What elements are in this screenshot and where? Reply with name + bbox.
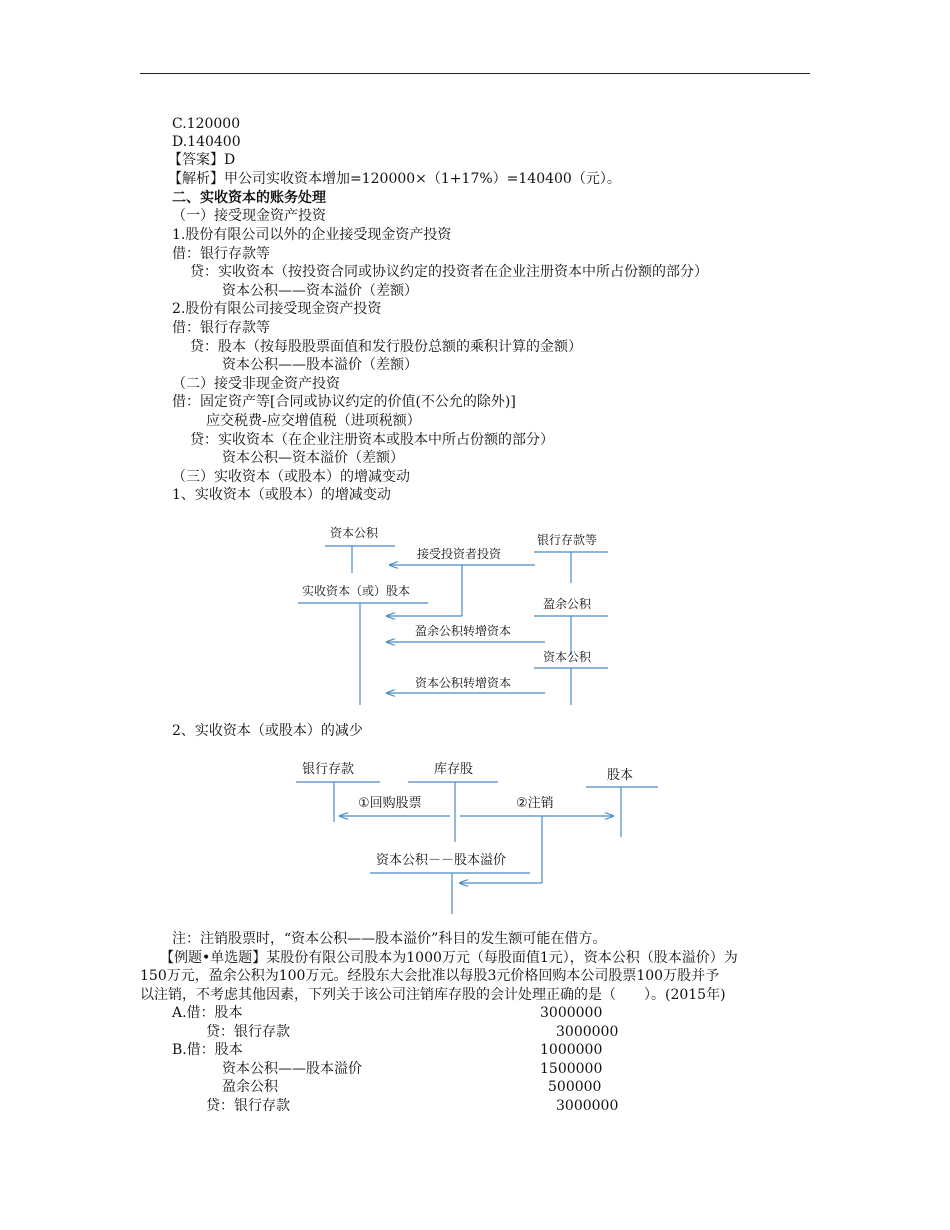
option-b-debit-amount: 1000000 <box>540 1042 603 1058</box>
p1-debit: 借：银行存款等 <box>172 246 270 262</box>
note: 注：注销股票时，“资本公积——股本溢价”科目的发生额可能在借方。 <box>172 931 607 947</box>
nc-debit-2: 应交税费-应交增值税（进项税额） <box>206 413 421 429</box>
arrow-label-3: 资本公积转增资本 <box>415 676 512 690</box>
answer: 【答案】D <box>168 152 236 168</box>
p1-credit-2: 资本公积——资本溢价（差额） <box>222 283 418 299</box>
step-label-2: ②注销 <box>516 796 554 811</box>
nc-debit: 借：固定资产等[合同或协议约定的价值(不公允的除外)] <box>172 394 516 410</box>
option-b-row-2-amount: 1500000 <box>540 1061 603 1077</box>
option-a-debit-amount: 3000000 <box>540 1005 603 1021</box>
p1-credit: 贷：实收资本（按投资合同或协议约定的投资者在企业注册资本中所占份额的部分） <box>190 264 708 280</box>
subsection-1: （一）接受现金资产投资 <box>172 208 326 224</box>
nc-credit: 贷：实收资本（在企业注册资本或股本中所占份额的部分） <box>190 432 554 448</box>
arrow-label-1: 接受投资者投资 <box>417 547 502 561</box>
label-surplus-reserve: 盈余公积 <box>543 597 592 611</box>
p2-debit: 借：银行存款等 <box>172 320 270 336</box>
label-premium: 资本公积－－股本溢价 <box>376 853 507 868</box>
label-capital-reserve: 资本公积 <box>330 526 379 540</box>
option-a-debit: A.借：股本 <box>172 1005 243 1021</box>
header-rule <box>140 73 810 74</box>
p2-credit: 贷：股本（按每股股票面值和发行股份总额的乘积计算的金额） <box>190 339 582 355</box>
example-line-1: 【例题•单选题】某股份有限公司股本为1000万元（每股面值1元），资本公积（股本溢价）为 <box>160 950 738 966</box>
label-bank-deposit: 银行存款等 <box>537 533 598 547</box>
caption-2: 2、实收资本（或股本）的减少 <box>172 723 363 739</box>
paragraph-1: 1.股份有限公司以外的企业接受现金资产投资 <box>172 227 452 243</box>
label-bank: 银行存款 <box>302 762 355 777</box>
option-a-credit: 贷：银行存款 <box>206 1024 290 1040</box>
caption-1: 1、实收资本（或股本）的增减变动 <box>172 487 391 503</box>
label-share-capital: 股本 <box>607 768 634 783</box>
p2-credit-2: 资本公积——股本溢价（差额） <box>222 357 418 373</box>
label-treasury: 库存股 <box>434 762 474 777</box>
arrow-label-2: 盈余公积转增资本 <box>415 624 512 638</box>
option-b-row-3-amount: 500000 <box>548 1079 602 1095</box>
increase-diagram <box>290 515 630 715</box>
option-c: C.120000 <box>172 116 241 132</box>
option-b-credit: 贷：银行存款 <box>206 1098 290 1114</box>
option-d: D.140400 <box>172 134 241 150</box>
option-b-debit: B.借：股本 <box>172 1042 243 1058</box>
subsection-3: （三）实收资本（或股本）的增减变动 <box>172 469 410 485</box>
analysis: 【解析】甲公司实收资本增加=120000×（1+17%）=140400（元）。 <box>168 171 621 187</box>
label-capital-reserve-2: 资本公积 <box>543 650 592 664</box>
example-line-3: 以注销，不考虑其他因素，下列关于该公司注销库存股的会计处理正确的是（ ）。(2015年) <box>140 987 726 1003</box>
option-a-credit-amount: 3000000 <box>556 1024 619 1040</box>
step-label-1: ①回购股票 <box>358 796 422 811</box>
option-b-row-3: 盈余公积 <box>222 1079 278 1095</box>
section-heading: 二、实收资本的账务处理 <box>172 190 326 206</box>
label-paid-in-capital: 实收资本（或）股本 <box>302 584 411 598</box>
example-line-2: 150万元，盈余公积为100万元。经股东大会批准以每股3元价格回购本公司股票100万股并予 <box>140 968 720 984</box>
decrease-diagram <box>290 752 670 922</box>
option-b-credit-amount: 3000000 <box>556 1098 619 1114</box>
subsection-2: （二）接受非现金资产投资 <box>172 376 340 392</box>
option-b-row-2: 资本公积——股本溢价 <box>222 1061 362 1077</box>
nc-credit-2: 资本公积—资本溢价（差额） <box>222 450 404 466</box>
paragraph-2: 2.股份有限公司接受现金资产投资 <box>172 301 382 317</box>
